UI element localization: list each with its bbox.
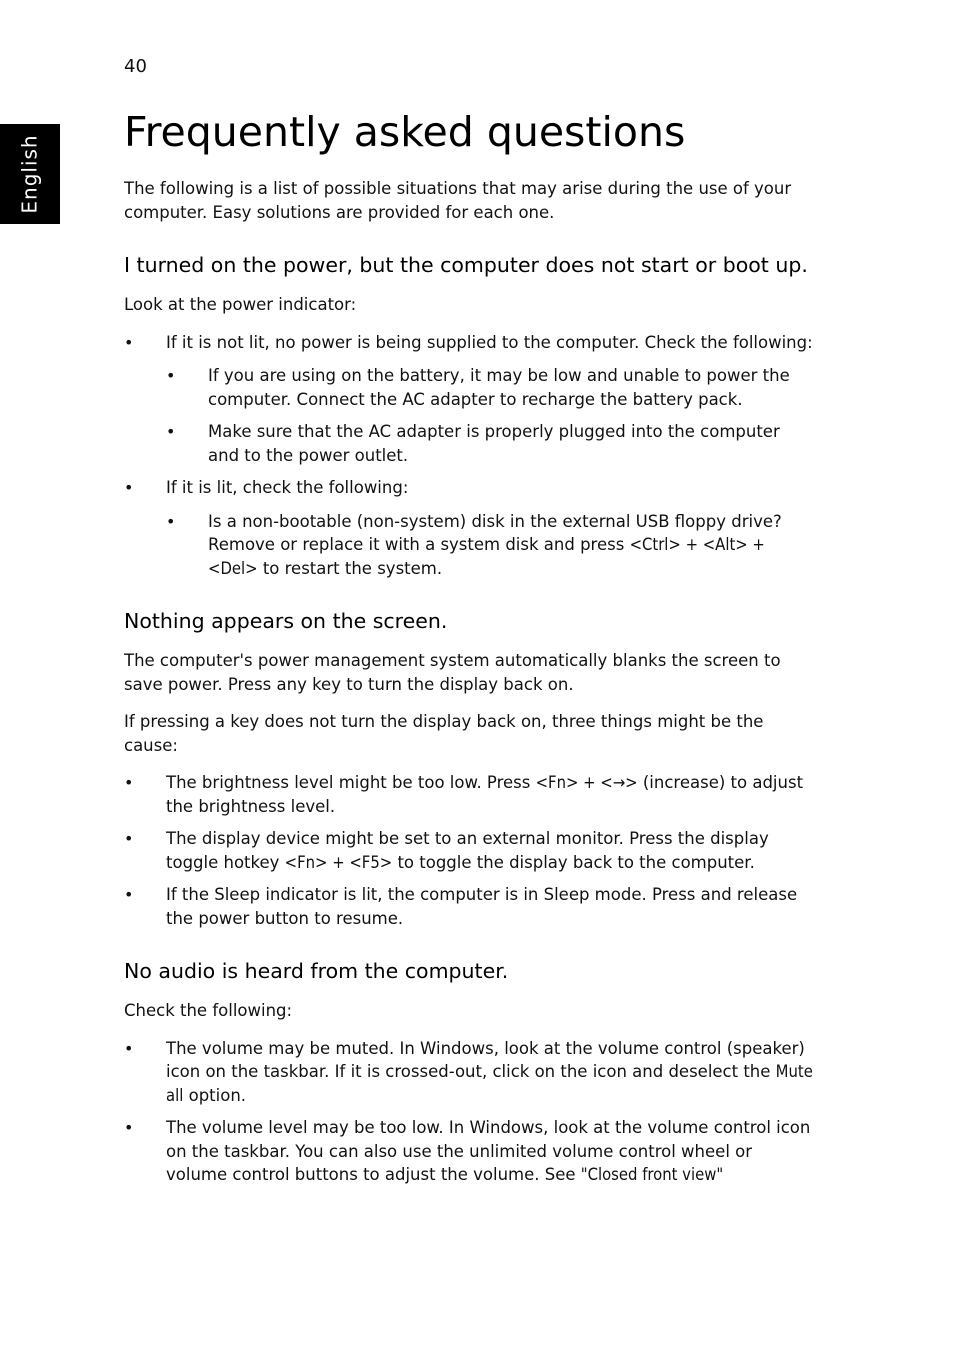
- ui-label: Mute all: [166, 1062, 813, 1105]
- item-text: to restart the system.: [257, 558, 443, 578]
- item-text: option.: [183, 1085, 247, 1105]
- item-text: (increase) to adjust the brightness level.: [166, 773, 804, 816]
- section-screen-para2: If pressing a key does not turn the display back on, three things might be the cause:: [124, 712, 764, 755]
- item-text: to toggle the display back to the computer.: [392, 852, 755, 872]
- section-audio-list: [124, 1037, 814, 1187]
- item-text: The display device might be set to an external monitor. Press the display toggle hotkey: [166, 829, 769, 872]
- item-text: The volume level may be too low. In Windows, look at the volume control icon on the taskbar. You can also use the unlimited volume control wheel or volume control buttons to adjust the volume. See: [166, 1118, 811, 1185]
- page-number: 40: [124, 56, 147, 77]
- list-item: [124, 1037, 814, 1108]
- key-combo: <Ctrl> + <Alt> + <Del>: [208, 535, 765, 578]
- list-item: [124, 827, 814, 874]
- page-content: [124, 108, 814, 1196]
- list-item: • If the Sleep indicator is lit, the computer is in Sleep mode. Press and release the power button to resume.: [124, 883, 814, 930]
- section-heading-audio: No audio is heard from the computer.: [124, 959, 509, 984]
- cross-reference-link[interactable]: "Closed front view": [580, 1165, 724, 1185]
- page-title: Frequently asked questions: [124, 108, 686, 156]
- sub-list-item: • If you are using on the battery, it may be low and unable to power the computer. Connect the AC adapter to recharge the battery pack.: [166, 364, 814, 411]
- language-tab: [0, 124, 60, 224]
- item-text: The volume may be muted. In Windows, look at the volume control (speaker) icon on the taskbar. If it is crossed-out, click on the icon and deselect the: [166, 1038, 805, 1082]
- section-audio-lead: Check the following:: [124, 1001, 293, 1021]
- section-heading-screen: Nothing appears on the screen.: [124, 609, 448, 634]
- list-item: [124, 771, 814, 818]
- item-text: The brightness level might be too low. Press: [166, 773, 536, 793]
- section-screen-para1: The computer's power management system automatically blanks the screen to save power. Press any key to turn the display back on.: [124, 651, 781, 694]
- key-combo: <Fn> + <→>: [535, 773, 638, 793]
- list-item: [124, 331, 814, 468]
- language-tab-label: English: [18, 134, 42, 214]
- list-item-text: If it is not lit, no power is being supplied to the computer. Check the following:: [166, 332, 813, 352]
- sub-list: [166, 510, 814, 581]
- section-power-lead: Look at the power indicator:: [124, 295, 357, 315]
- key-combo: <Fn> + <F5>: [284, 852, 393, 872]
- section-power-list: [124, 331, 814, 581]
- sub-list: [166, 364, 814, 467]
- list-item: [124, 1116, 814, 1187]
- sub-list-item: [166, 510, 814, 581]
- list-item: [124, 476, 814, 580]
- section-screen-list: [124, 771, 814, 930]
- sub-list-item: • Make sure that the AC adapter is properly plugged into the computer and to the power outlet.: [166, 420, 814, 467]
- section-heading-power: I turned on the power, but the computer does not start or boot up.: [124, 253, 808, 278]
- item-text: Is a non-bootable (non-system) disk in the external USB floppy drive? Remove or replace it with a system disk and press: [208, 511, 782, 555]
- intro-paragraph: The following is a list of possible situations that may arise during the use of your computer. Easy solutions are provided for each one.: [124, 179, 792, 222]
- list-item-text: If it is lit, check the following:: [166, 478, 409, 498]
